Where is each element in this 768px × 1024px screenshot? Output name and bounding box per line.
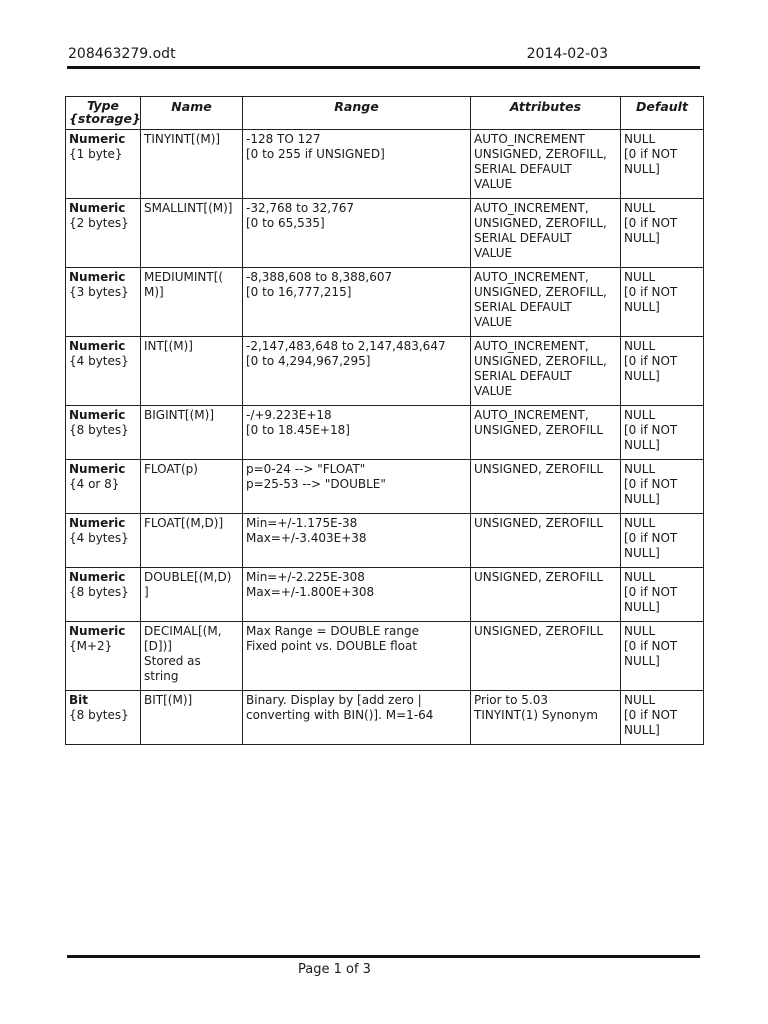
- cell-line: AUTO_INCREMENT: [474, 132, 585, 146]
- attributes-cell: [471, 568, 621, 622]
- attributes-cell: [471, 406, 621, 460]
- table-row: [66, 268, 704, 337]
- default-cell: [621, 337, 704, 406]
- cell-line: FLOAT(p): [144, 462, 198, 476]
- name-cell: [141, 337, 243, 406]
- page-footer: [67, 955, 700, 977]
- type-name: Numeric: [69, 201, 126, 215]
- type-name: Numeric: [69, 408, 126, 422]
- cell-line: UNSIGNED, ZEROFILL: [474, 423, 604, 437]
- document-filename: 208463279.odt: [68, 46, 176, 62]
- cell-line: NULL: [624, 408, 656, 422]
- attributes-cell: [471, 199, 621, 268]
- cell-line: VALUE: [474, 384, 513, 398]
- range-cell: [243, 406, 471, 460]
- cell-line: converting with BIN()]. M=1-64: [246, 708, 434, 722]
- cell-line: [0 if NOT: [624, 477, 678, 491]
- cell-line: NULL: [624, 462, 656, 476]
- storage-size: {3 bytes}: [69, 285, 129, 299]
- type-cell: [66, 199, 141, 268]
- type-cell: [66, 568, 141, 622]
- storage-size: {8 bytes}: [69, 423, 129, 437]
- cell-line: SERIAL DEFAULT: [474, 369, 572, 383]
- column-header-range: Range: [243, 97, 471, 130]
- cell-line: VALUE: [474, 315, 513, 329]
- cell-line: NULL: [624, 339, 656, 353]
- column-header-storage-label: {storage}: [69, 111, 141, 126]
- table-row: [66, 130, 704, 199]
- cell-line: [0 if NOT: [624, 423, 678, 437]
- range-cell: [243, 268, 471, 337]
- type-name: Numeric: [69, 570, 126, 584]
- cell-line: NULL: [624, 270, 656, 284]
- cell-line: NULL]: [624, 600, 660, 614]
- storage-size: {4 bytes}: [69, 531, 129, 545]
- cell-line: SERIAL DEFAULT: [474, 231, 572, 245]
- page-header: [67, 44, 700, 69]
- cell-line: -2,147,483,648 to 2,147,483,647: [246, 339, 446, 353]
- cell-line: UNSIGNED, ZEROFILL,: [474, 147, 607, 161]
- type-cell: [66, 514, 141, 568]
- type-cell: [66, 460, 141, 514]
- cell-line: Fixed point vs. DOUBLE float: [246, 639, 418, 653]
- range-cell: [243, 199, 471, 268]
- cell-line: TINYINT[(M)]: [144, 132, 221, 146]
- cell-line: NULL]: [624, 438, 660, 452]
- range-cell: [243, 130, 471, 199]
- table-body: [66, 130, 704, 745]
- default-cell: [621, 514, 704, 568]
- type-name: Numeric: [69, 270, 126, 284]
- cell-line: Prior to 5.03: [474, 693, 548, 707]
- page-number: Page 1 of 3: [298, 962, 371, 977]
- storage-size: {1 byte}: [69, 147, 123, 161]
- name-cell: [141, 406, 243, 460]
- column-header-name: Name: [141, 97, 243, 130]
- cell-line: UNSIGNED, ZEROFILL,: [474, 216, 607, 230]
- name-cell: [141, 622, 243, 691]
- attributes-cell: [471, 460, 621, 514]
- type-cell: [66, 268, 141, 337]
- cell-line: Min=+/-2.225E-308: [246, 570, 365, 584]
- cell-line: DECIMAL[(M,: [144, 624, 222, 638]
- name-cell: [141, 199, 243, 268]
- table-row: [66, 568, 704, 622]
- storage-size: {4 bytes}: [69, 354, 129, 368]
- cell-line: [0 to 18.45E+18]: [246, 423, 350, 437]
- cell-line: UNSIGNED, ZEROFILL: [474, 462, 604, 476]
- default-cell: [621, 130, 704, 199]
- name-cell: [141, 568, 243, 622]
- cell-line: p=25-53 --> "DOUBLE": [246, 477, 386, 491]
- table-row: [66, 622, 704, 691]
- attributes-cell: [471, 514, 621, 568]
- cell-line: NULL: [624, 624, 656, 638]
- cell-line: NULL: [624, 516, 656, 530]
- cell-line: TINYINT(1) Synonym: [474, 708, 598, 722]
- type-name: Numeric: [69, 462, 126, 476]
- cell-line: VALUE: [474, 177, 513, 191]
- type-name: Numeric: [69, 624, 126, 638]
- cell-line: NULL]: [624, 546, 660, 560]
- storage-size: {8 bytes}: [69, 708, 129, 722]
- cell-line: UNSIGNED, ZEROFILL,: [474, 354, 607, 368]
- cell-line: [0 if NOT: [624, 354, 678, 368]
- default-cell: [621, 199, 704, 268]
- cell-line: [0 if NOT: [624, 147, 678, 161]
- cell-line: [0 to 255 if UNSIGNED]: [246, 147, 385, 161]
- cell-line: NULL]: [624, 162, 660, 176]
- cell-line: [0 if NOT: [624, 216, 678, 230]
- default-cell: [621, 460, 704, 514]
- cell-line: [0 if NOT: [624, 708, 678, 722]
- document-date: 2014-02-03: [526, 46, 608, 62]
- cell-line: BIT[(M)]: [144, 693, 193, 707]
- storage-size: {4 or 8}: [69, 477, 120, 491]
- range-cell: [243, 622, 471, 691]
- column-header-attributes: Attributes: [471, 97, 621, 130]
- cell-line: NULL: [624, 570, 656, 584]
- table-row: [66, 337, 704, 406]
- range-cell: [243, 337, 471, 406]
- range-cell: [243, 514, 471, 568]
- default-cell: [621, 568, 704, 622]
- type-cell: [66, 406, 141, 460]
- storage-size: {8 bytes}: [69, 585, 129, 599]
- attributes-cell: [471, 337, 621, 406]
- cell-line: INT[(M)]: [144, 339, 193, 353]
- cell-line: NULL]: [624, 369, 660, 383]
- cell-line: UNSIGNED, ZEROFILL,: [474, 285, 607, 299]
- cell-line: MEDIUMINT[(: [144, 270, 224, 284]
- cell-line: Max Range = DOUBLE range: [246, 624, 420, 638]
- cell-line: FLOAT[(M,D)]: [144, 516, 224, 530]
- range-cell: [243, 460, 471, 514]
- cell-line: Max=+/-3.403E+38: [246, 531, 367, 545]
- type-cell: [66, 337, 141, 406]
- attributes-cell: [471, 130, 621, 199]
- cell-line: SMALLINT[(M)]: [144, 201, 233, 215]
- range-cell: [243, 568, 471, 622]
- cell-line: Max=+/-1.800E+308: [246, 585, 375, 599]
- storage-size: {M+2}: [69, 639, 113, 653]
- cell-line: -128 TO 127: [246, 132, 321, 146]
- cell-line: M)]: [144, 285, 164, 299]
- cell-line: -8,388,608 to 8,388,607: [246, 270, 393, 284]
- column-header-default: Default: [621, 97, 704, 130]
- type-cell: [66, 130, 141, 199]
- table-row: [66, 199, 704, 268]
- table-row: [66, 514, 704, 568]
- cell-line: VALUE: [474, 246, 513, 260]
- cell-line: -32,768 to 32,767: [246, 201, 354, 215]
- default-cell: [621, 268, 704, 337]
- cell-line: DOUBLE[(M,D): [144, 570, 232, 584]
- cell-line: AUTO_INCREMENT,: [474, 408, 589, 422]
- cell-line: [D])]: [144, 639, 172, 653]
- type-name: Numeric: [69, 132, 126, 146]
- name-cell: [141, 130, 243, 199]
- table-row: [66, 406, 704, 460]
- column-header-type-label: Type: [86, 98, 120, 113]
- cell-line: NULL: [624, 201, 656, 215]
- cell-line: ]: [144, 585, 149, 599]
- cell-line: UNSIGNED, ZEROFILL: [474, 624, 604, 638]
- storage-size: {2 bytes}: [69, 216, 129, 230]
- cell-line: NULL]: [624, 654, 660, 668]
- cell-line: Stored as: [144, 654, 201, 668]
- cell-line: SERIAL DEFAULT: [474, 162, 572, 176]
- cell-line: [0 if NOT: [624, 585, 678, 599]
- type-name: Bit: [69, 693, 88, 707]
- name-cell: [141, 691, 243, 745]
- table-row: [66, 691, 704, 745]
- cell-line: AUTO_INCREMENT,: [474, 270, 589, 284]
- cell-line: SERIAL DEFAULT: [474, 300, 572, 314]
- cell-line: Binary. Display by [add zero |: [246, 693, 422, 707]
- cell-line: -/+9.223E+18: [246, 408, 332, 422]
- cell-line: NULL]: [624, 231, 660, 245]
- cell-line: string: [144, 669, 179, 683]
- attributes-cell: [471, 622, 621, 691]
- name-cell: [141, 514, 243, 568]
- cell-line: [0 if NOT: [624, 639, 678, 653]
- default-cell: [621, 622, 704, 691]
- attributes-cell: [471, 268, 621, 337]
- range-cell: [243, 691, 471, 745]
- default-cell: [621, 406, 704, 460]
- cell-line: NULL: [624, 693, 656, 707]
- cell-line: [0 if NOT: [624, 285, 678, 299]
- cell-line: NULL]: [624, 300, 660, 314]
- name-cell: [141, 460, 243, 514]
- table-row: [66, 460, 704, 514]
- data-types-table: [65, 96, 704, 745]
- type-cell: [66, 622, 141, 691]
- attributes-cell: [471, 691, 621, 745]
- column-header-type: [66, 97, 141, 130]
- cell-line: BIGINT[(M)]: [144, 408, 214, 422]
- cell-line: NULL]: [624, 723, 660, 737]
- cell-line: NULL: [624, 132, 656, 146]
- cell-line: [0 to 4,294,967,295]: [246, 354, 371, 368]
- cell-line: [0 if NOT: [624, 531, 678, 545]
- cell-line: NULL]: [624, 492, 660, 506]
- name-cell: [141, 268, 243, 337]
- type-name: Numeric: [69, 516, 126, 530]
- default-cell: [621, 691, 704, 745]
- cell-line: Min=+/-1.175E-38: [246, 516, 358, 530]
- cell-line: UNSIGNED, ZEROFILL: [474, 516, 604, 530]
- cell-line: UNSIGNED, ZEROFILL: [474, 570, 604, 584]
- type-cell: [66, 691, 141, 745]
- cell-line: [0 to 65,535]: [246, 216, 325, 230]
- cell-line: AUTO_INCREMENT,: [474, 339, 589, 353]
- type-name: Numeric: [69, 339, 126, 353]
- cell-line: AUTO_INCREMENT,: [474, 201, 589, 215]
- table-header-row: [66, 97, 704, 130]
- cell-line: p=0-24 --> "FLOAT": [246, 462, 366, 476]
- cell-line: [0 to 16,777,215]: [246, 285, 352, 299]
